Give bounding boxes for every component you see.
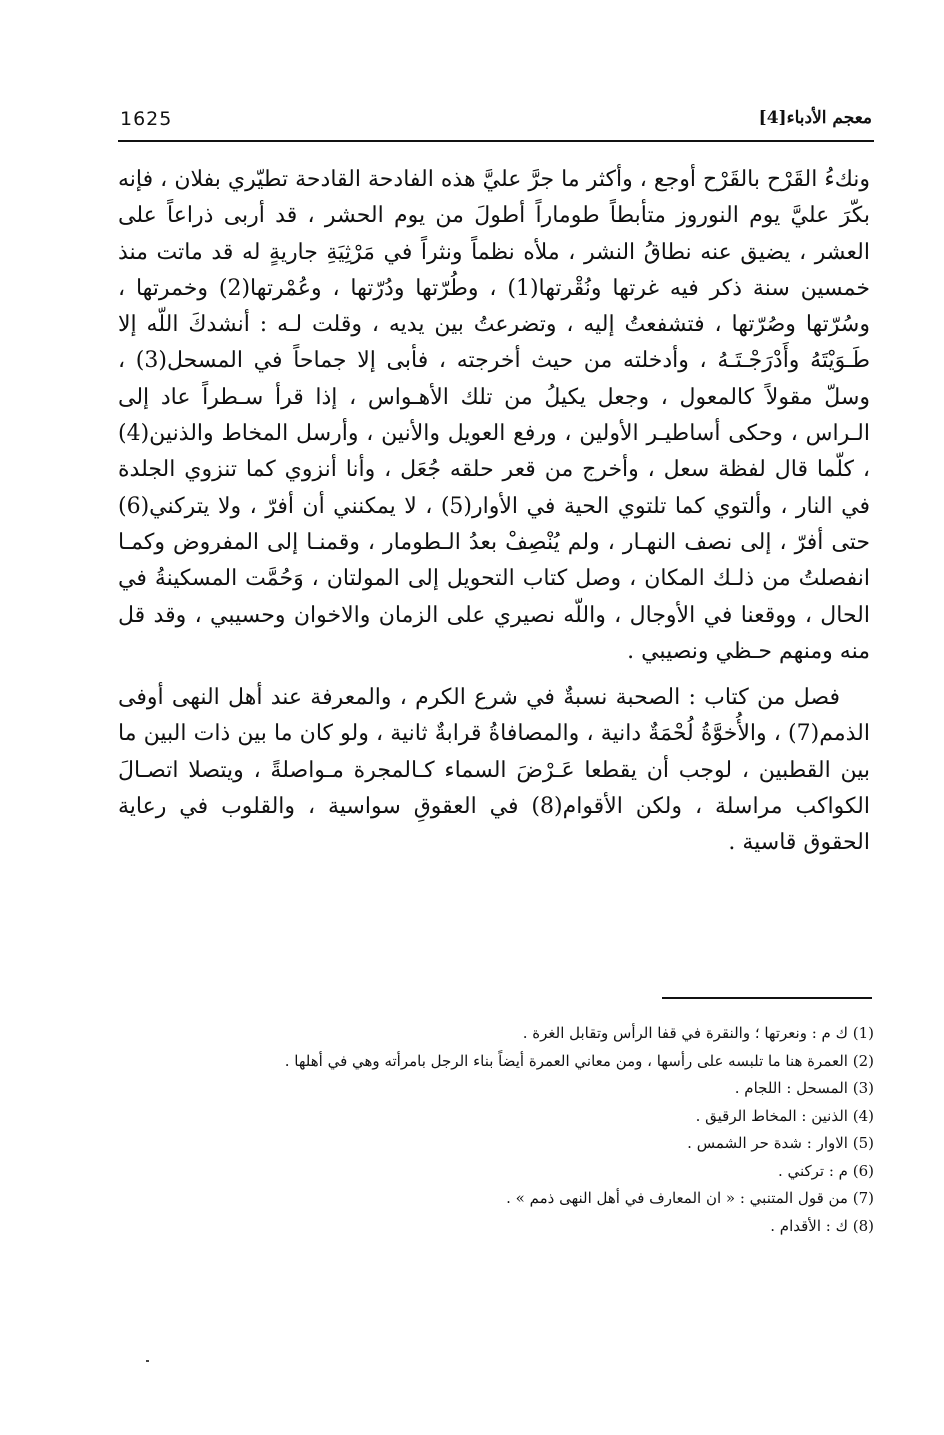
footnote: (1) ك م : ونعرتها ؛ والنقرة في قفا الرأس وتقابل الغرة . <box>522 1024 874 1042</box>
paragraph: ونكءُ القَرْح بالقَرْح أوجع ، وأكثر ما جرَّ عليَّ هذه الفادحة القادحة تطيّري بفلان ، فإنه بكّرَ عليَّ يوم النوروز متأبطاً طوماراً أطولَ من يوم الحشر ، قد أربى ذراعاً على العشر ، يضيق عنه نطاقُ النشر ، ملأه نظماً ونثراً في مَرْثِيَةِ جاريةٍ له قد ماتت منذ خمسين سنة ذكر فيه غرتها ونُقْرتها(1) ، وطُرّتها ودُرّتها ، وعُمْرتها(2) وخمرتها ، وسُرّتها وصُرّتها ، فتشفعتُ إليه ، وتضرعتُ بين يديه ، وقلت لـه : أنشدكَ اللّه إلا طَـوَيْتَهُ وأَدْرَجْـتَـهُ ، وأدخلته من حيث أخرجته ، فأبى إلا جماحاً في المسحل(3) ، وسلّ مقولاً كالمعول ، وجعل يكيلُ من تلك الأهـواس ، إذا قرأ سـطراً عاد إلى الـراس ، وحكى أساطيـر الأولين ، ورفع العويل والأنين ، وأرسل المخاط والذنين(4) ، كلّما قال لفظة سعل ، وأخرج من قعر حلقه جُعَل ، وأنا أنزوي كما تنزوي الجلدة في النار ، وألتوي كما تلتوي الحية في الأوار(5) ، لا يمكنني أن أفرّ ، ولا يتركني(6) حتى أفرّ ، إلى نصف النهـار ، ولم يُنْصِفْ بعدُ الـطومار ، وقمنـا إلى المفروض وكمـا انفصلتُ من ذلـك المكان ، وصل كتاب التحويل إلى المولتان ، وَحُمَّت المسكينةُ في الحال ، ووقعنا في الأوجال ، واللّه نصيري على الزمان والاخوان وحسيبي ، وقد قل منه ومنهم حـظي ونصيبي . <box>118 167 870 664</box>
footnote: (3) المسحل : اللجام . <box>734 1079 874 1097</box>
header-rule <box>118 140 874 142</box>
footnote: (2) العمرة هنا ما تلبسه على رأسها ، ومن معاني العمرة أيضاً بناء الرجل بامرأته وهي في أهلها . <box>284 1051 874 1070</box>
footnote-rule <box>662 997 872 999</box>
footnotes <box>114 1020 874 1240</box>
main-text <box>118 162 870 862</box>
footnote: (6) م : تركني . <box>777 1161 874 1180</box>
page-header <box>118 108 874 138</box>
footnote: (7) من قول المتنبي : « ان المعارف في أهل النهى ذمم » . <box>506 1189 874 1207</box>
footnote: (5) الاوار : شدة حر الشمس . <box>687 1134 874 1152</box>
book-title: معجم الأدباء[4] <box>758 108 872 128</box>
footnote: (8) ك : الأقدام . <box>770 1216 874 1235</box>
paragraph: فصل من كتاب : الصحبة نسبةٌ في شرع الكرم ، والمعرفة عند أهل النهى أوفى الذمم(7) ، والأُخوَّةُ لُحْمَةٌ دانية ، والمصافاةُ قرابةٌ ثانية ، ولو كان ما بين ذات البين ما بين القطبين ، لوجب أن يقطعا عَـرْضَ السماء كـالمجرة مـواصلةً ، ويتصلا اتصـالَ الكواكب مراسلة ، ولكن الأقوام(8) في العقوقِ سواسية ، والقلوب في رعاية الحقوق قاسية . <box>118 685 870 856</box>
page-number: 1625 <box>120 108 173 130</box>
footnote: (4) الذنين : المخاط الرقيق . <box>695 1106 874 1125</box>
scan-speck <box>146 1360 149 1362</box>
